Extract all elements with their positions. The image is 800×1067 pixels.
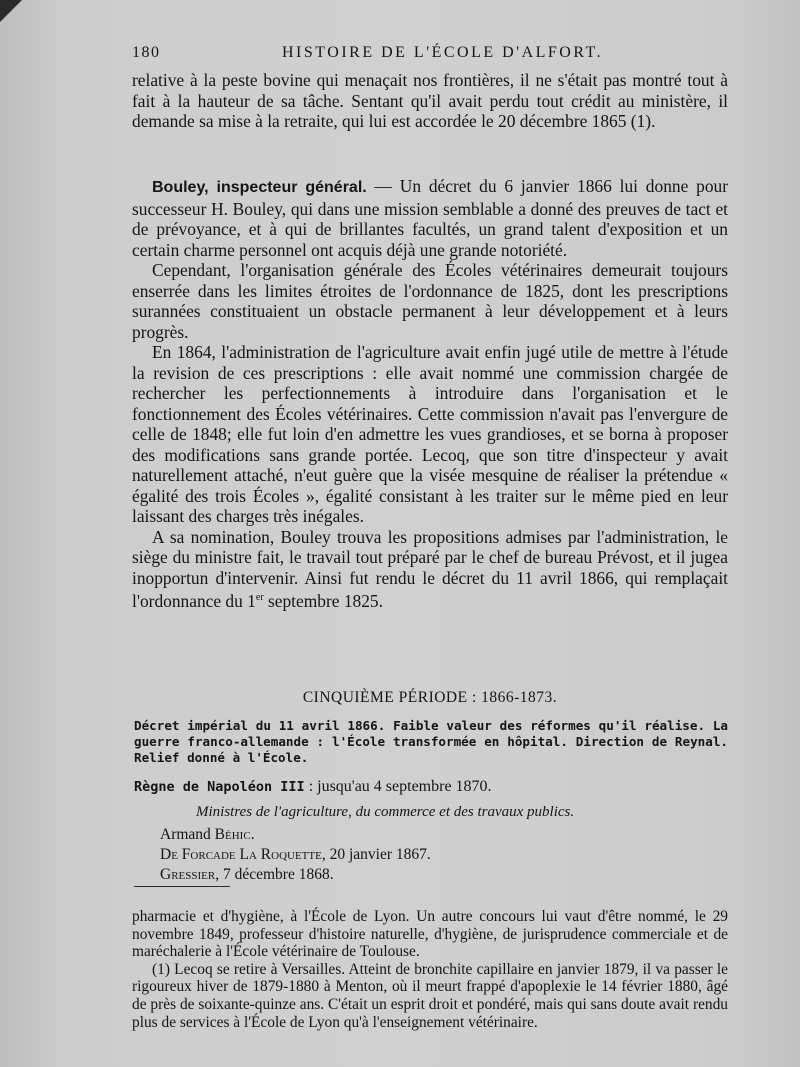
minister-name: De Forcade La Roquette xyxy=(160,846,322,863)
minister-behic xyxy=(160,826,255,844)
paragraph-text: — Un décret du 6 janvier 1866 lui donne pour successeur H. Bouley, qui dans une mission semblable a donné des preuves de tact et de prévoyance, et à qui de brillantes facultés, un grand talent d'exposition et un certain charme personnel ont acquis déjà une grande notoriété. xyxy=(132,176,729,260)
page-number: 180 xyxy=(132,44,161,61)
regne-label: Règne de Napoléon III xyxy=(134,779,305,795)
minister-date: . xyxy=(250,826,255,843)
period-summary: Décret impérial du 11 avril 1866. Faible valeur des réformes qu'il réalise. La guerre franco-allemande : l'École transformée en hôpital. Direction de Reynal. Relief donné à l'École. xyxy=(134,718,728,765)
footnote-divider xyxy=(134,886,230,887)
paragraph-organisation: Cependant, l'organisation générale des Écoles vétérinaires demeurait toujours enserrée dans les limites étroites de l'ordonnance de 1825, dont les prescriptions surannées constituaient un obstacle permanent à leur développement et à leurs progrès. xyxy=(132,260,728,342)
running-header xyxy=(132,44,782,66)
regne-text: : jusqu'au 4 septembre 1870. xyxy=(304,778,492,795)
paragraph-text: A sa nomination, Bouley trouva les propositions admises par l'administration, le siège du ministre fait, le travail tout préparé par le chef de bureau Prévost, et il jugea inopportun d'intervenir. Ainsi fut rendu le décret du 11 avril 1866, qui remplaçait l'ordonnance du 1 xyxy=(132,526,728,611)
paragraph-decret xyxy=(132,527,728,612)
section-heading: Bouley, inspecteur général. xyxy=(152,179,367,196)
paragraph-bouley xyxy=(132,176,728,260)
ministers-title: Ministres de l'agriculture, du commerce et des travaux publics. xyxy=(196,804,575,820)
paragraph-commission: En 1864, l'administration de l'agriculture avait enfin jugé utile de mettre à l'étude la revision de ces prescriptions : elle avait nommé une commission chargée de rechercher les perfectionnements à introduire dans l'organisation et le fonctionnement des Écoles vétérinaires. Cette commission n'avait pas l'envergure de celle de 1848; elle fut loin d'en admettre les vues grandioses, et se borna à proposer des modifications sans grande portée. Lecoq, que son titre d'inspecteur y avait naturellement attaché, n'eut guère que la visée mesquine de réaliser la prétendue « égalité des trois Écoles », égalité consistant à les traiter sur le même pied en leur laissant des charges très inégales. xyxy=(132,342,728,526)
footnotes xyxy=(132,908,728,1031)
minister-name: Béhic xyxy=(214,826,251,843)
period-title: CINQUIÈME PÉRIODE : 1866-1873. xyxy=(302,689,558,706)
minister-date: , 20 janvier 1867. xyxy=(321,846,431,863)
minister-forcade xyxy=(160,846,431,864)
minister-first-name: Armand xyxy=(160,826,215,843)
running-title: HISTOIRE DE L'ÉCOLE D'ALFORT. xyxy=(282,44,604,61)
paragraph-text: relative à la peste bovine qui menaçait nos frontières, il ne s'était pas montré tout à fait à la hauteur de sa tâche. Sentant qu'il avait perdu tout crédit au ministère, il demande sa mise à la retraite, qui lui est accordée le 20 décembre 1865 (1). xyxy=(132,70,728,131)
footnote-1: (1) Lecoq se retire à Versailles. Atteint de bronchite capillaire en janvier 1879, il va passer le rigoureux hiver de 1879-1880 à Menton, où il meurt frappé d'apoplexie le 14 février 1880, âgé de près de soixante-quinze ans. C'était un esprit droit et pondéré, mais qui sans doute avait rendu plus de services à l'École de Lyon qu'à l'enseignement vétérinaire. xyxy=(132,960,728,1031)
paragraph-continuation xyxy=(132,70,728,132)
regne-line xyxy=(134,778,492,796)
body-text xyxy=(132,176,728,611)
minister-date: , 7 décembre 1868. xyxy=(215,866,334,883)
minister-name: Gressier xyxy=(160,866,216,883)
footnote-continuation: pharmacie et d'hygiène, à l'École de Lyon. Un autre concours lui vaut d'être nommé, le 29 novembre 1849, professeur d'histoire naturelle, d'hygiène, de jurisprudence commerciale et de maréchalerie à l'École vétérinaire de Toulouse. xyxy=(132,908,728,961)
superscript: er xyxy=(255,592,264,603)
minister-gressier xyxy=(160,866,334,884)
paragraph-text: septembre 1825. xyxy=(263,590,383,611)
page-corner xyxy=(0,0,22,22)
